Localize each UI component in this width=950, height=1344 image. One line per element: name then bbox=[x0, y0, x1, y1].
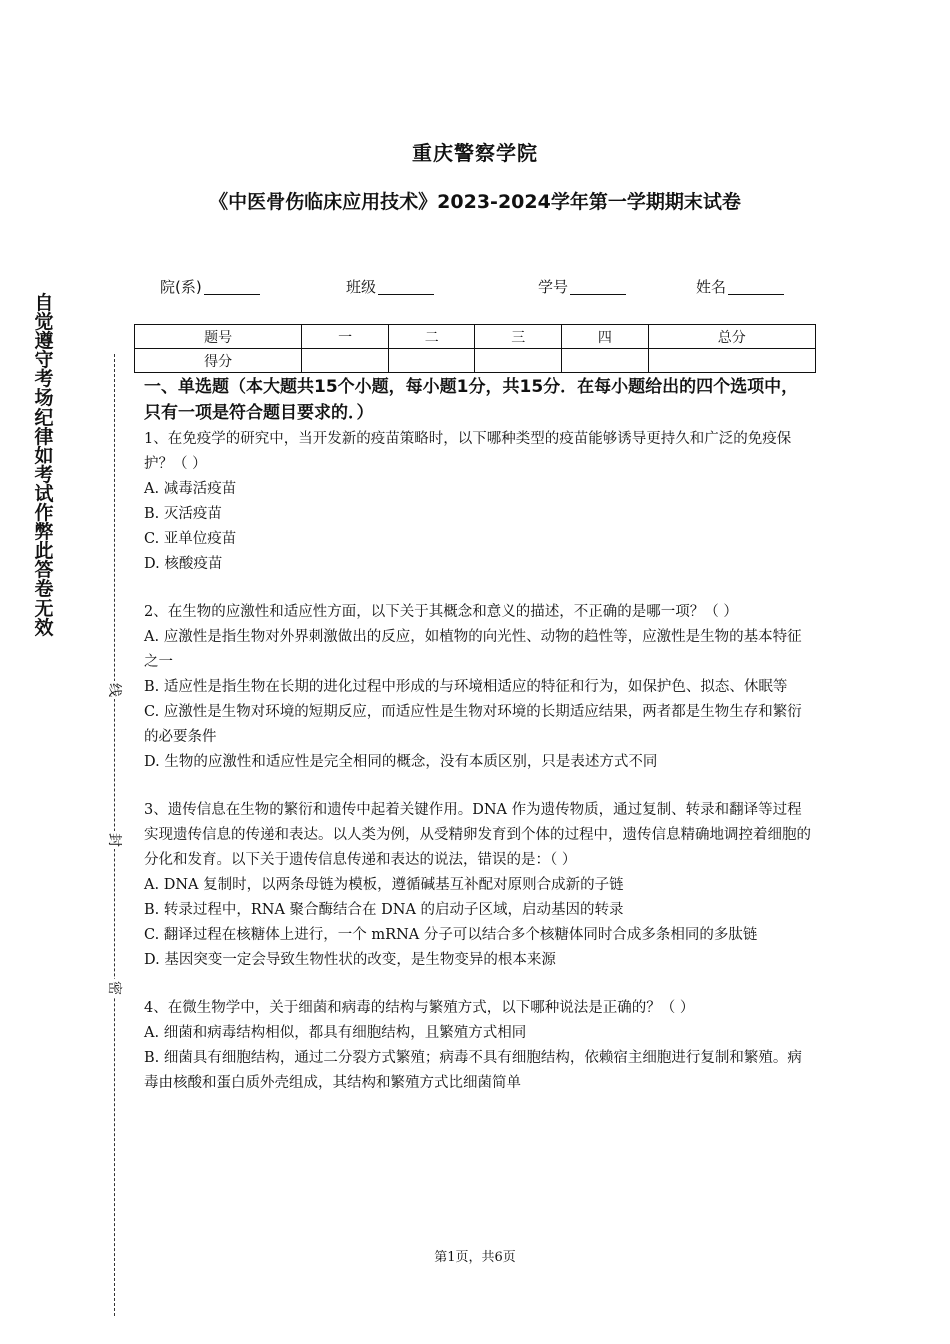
option-c[interactable]: C. 亚单位疫苗 bbox=[144, 531, 237, 547]
question-2 bbox=[144, 600, 812, 775]
question-3 bbox=[144, 798, 812, 973]
exam-discipline-notice: 自觉遵守考场纪律如考试作弊此答卷无效 bbox=[34, 292, 54, 639]
option-d[interactable]: D. 核酸疫苗 bbox=[144, 556, 223, 572]
score-cell: 总分 bbox=[648, 325, 815, 349]
option-d[interactable]: D. 基因突变一定会导致生物性状的改变，是生物变异的根本来源 bbox=[144, 952, 556, 968]
student-info-row bbox=[160, 276, 820, 298]
score-cell: 得分 bbox=[135, 349, 302, 373]
option-a[interactable]: A. 减毒活疫苗 bbox=[144, 481, 237, 497]
question-stem: 3、遗传信息在生物的繁衍和遗传中起着关键作用。DNA 作为遗传物质，通过复制、转录和翻译等过程实现遗传信息的传递和表达。以人类为例，从受精卵发育到个体的过程中，遗传信息精确地调控着细胞的分化和发育。以下关于遗传信息传递和表达的说法，错误的是：（ ） bbox=[144, 802, 811, 868]
option-a[interactable]: A. 应激性是指生物对外界刺激做出的反应，如植物的向光性、动物的趋性等，应激性是生物的基本特征之一 bbox=[144, 629, 802, 670]
option-b[interactable]: B. 灭活疫苗 bbox=[144, 506, 222, 522]
score-input-cell[interactable] bbox=[475, 349, 562, 373]
option-b[interactable]: B. 细菌具有细胞结构，通过二分裂方式繁殖；病毒不具有细胞结构，依赖宿主细胞进行复制和繁殖。病毒由核酸和蛋白质外壳组成，其结构和繁殖方式比细菌简单 bbox=[144, 1050, 802, 1091]
department-label: 院(系) bbox=[160, 278, 202, 296]
option-d[interactable]: D. 生物的应激性和适应性是完全相同的概念，没有本质区别，只是表述方式不同 bbox=[144, 754, 658, 770]
score-input-cell[interactable] bbox=[562, 349, 649, 373]
option-c[interactable]: C. 翻译过程在核糖体上进行，一个 mRNA 分子可以结合多个核糖体同时合成多条相同的多肽链 bbox=[144, 927, 758, 943]
class-field[interactable] bbox=[346, 276, 434, 297]
score-table-header-row bbox=[135, 325, 816, 349]
score-table bbox=[134, 324, 816, 373]
seal-mark-secret: 密 bbox=[105, 979, 125, 997]
score-cell: 二 bbox=[388, 325, 475, 349]
question-1 bbox=[144, 427, 812, 577]
seal-mark-seal: 封 bbox=[105, 831, 125, 849]
name-field[interactable] bbox=[696, 276, 784, 297]
score-cell: 四 bbox=[562, 325, 649, 349]
score-cell: 三 bbox=[475, 325, 562, 349]
class-label: 班级 bbox=[346, 278, 377, 296]
question-stem: 1、在免疫学的研究中，当开发新的疫苗策略时，以下哪种类型的疫苗能够诱导更持久和广泛的免疫保护？（ ） bbox=[144, 431, 792, 472]
department-field[interactable] bbox=[160, 276, 260, 297]
score-input-cell[interactable] bbox=[388, 349, 475, 373]
seal-mark-line: 线 bbox=[105, 681, 125, 699]
question-stem: 2、在生物的应激性和适应性方面，以下关于其概念和意义的描述，不正确的是哪一项？（ ） bbox=[144, 604, 738, 620]
score-input-cell[interactable] bbox=[648, 349, 815, 373]
score-input-cell[interactable] bbox=[302, 349, 389, 373]
name-label: 姓名 bbox=[696, 278, 727, 296]
school-name: 重庆警察学院 bbox=[412, 141, 538, 165]
option-b[interactable]: B. 转录过程中，RNA 聚合酶结合在 DNA 的启动子区域，启动基因的转录 bbox=[144, 902, 624, 918]
score-cell: 题号 bbox=[135, 325, 302, 349]
score-cell: 一 bbox=[302, 325, 389, 349]
question-stem: 4、在微生物学中，关于细菌和病毒的结构与繁殖方式，以下哪种说法是正确的？（ ） bbox=[144, 1000, 695, 1016]
student-id-label: 学号 bbox=[538, 278, 569, 296]
student-id-field[interactable] bbox=[538, 276, 626, 297]
exam-content bbox=[144, 374, 812, 1096]
section-heading: 一、单选题（本大题共15个小题，每小题1分，共15分．在每小题给出的四个选项中，只有一项是符合题目要求的．） bbox=[144, 377, 799, 423]
option-b[interactable]: B. 适应性是指生物在长期的进化过程中形成的与环境相适应的特征和行为，如保护色、拟态、休眠等 bbox=[144, 679, 788, 695]
option-a[interactable]: A. DNA 复制时，以两条母链为模板，遵循碱基互补配对原则合成新的子链 bbox=[144, 877, 624, 893]
page-number: 第1页，共6页 bbox=[434, 1250, 516, 1265]
score-table-score-row bbox=[135, 349, 816, 373]
exam-title: 《中医骨伤临床应用技术》2023-2024学年第一学期期末试卷 bbox=[209, 191, 741, 213]
option-a[interactable]: A. 细菌和病毒结构相似，都具有细胞结构，且繁殖方式相同 bbox=[144, 1025, 527, 1041]
question-4 bbox=[144, 996, 812, 1096]
option-c[interactable]: C. 应激性是生物对环境的短期反应，而适应性是生物对环境的长期适应结果，两者都是生物生存和繁衍的必要条件 bbox=[144, 704, 802, 745]
